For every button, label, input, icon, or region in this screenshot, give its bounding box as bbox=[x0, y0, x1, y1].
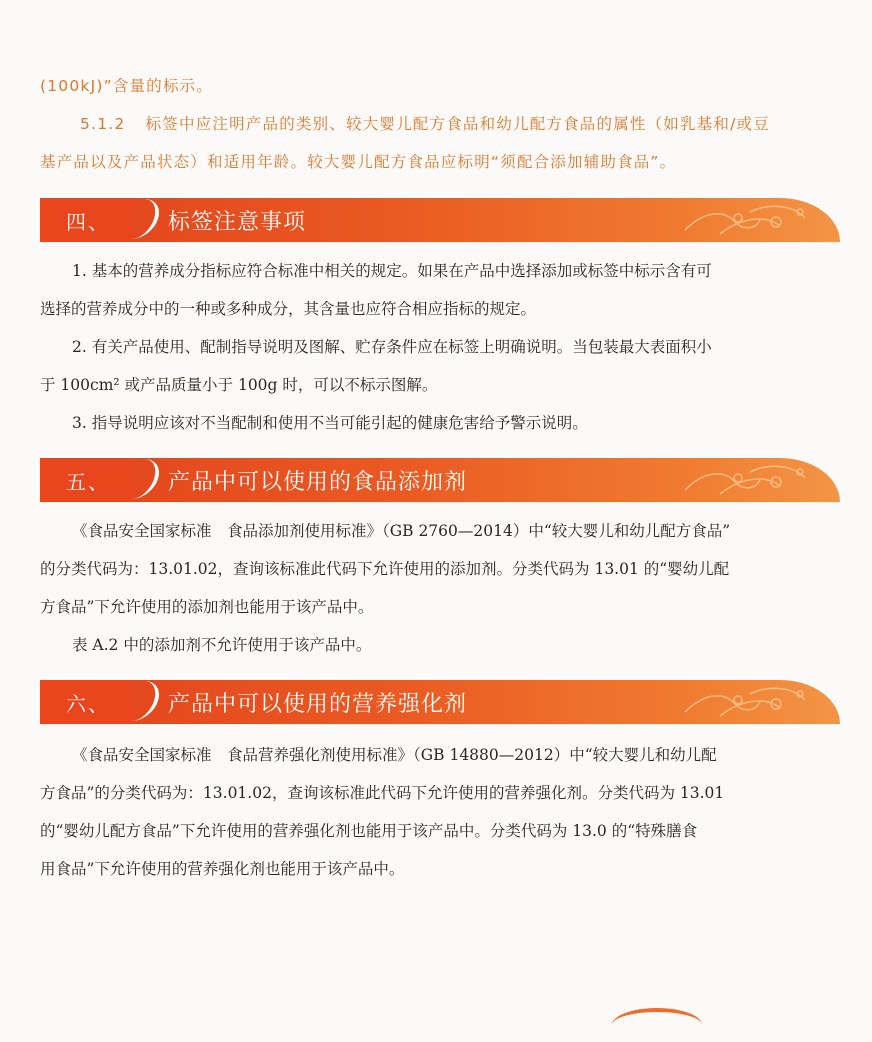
paragraph-line: 于 100cm² 或产品质量小于 100g 时，可以不标示图解。 bbox=[40, 376, 438, 394]
section-number: 五、 bbox=[66, 470, 110, 494]
paragraph-line: 选择的营养成分中的一种或多种成分，其含量也应符合相应指标的规定。 bbox=[40, 300, 537, 318]
page-corner-decoration bbox=[612, 1008, 702, 1042]
paragraph-line: 表 A.2 中的添加剂不允许使用于该产品中。 bbox=[72, 636, 372, 654]
floral-ornament-icon bbox=[680, 460, 830, 500]
paragraph-line: 3. 指导说明应该对不当配制和使用不当可能引起的健康危害给予警示说明。 bbox=[72, 414, 588, 432]
paragraph-line: 的“婴幼儿配方食品”下允许使用的营养强化剂也能用于该产品中。分类代码为 13.0 的“特殊膳食 bbox=[40, 822, 698, 840]
section-number: 四、 bbox=[66, 210, 110, 234]
section-title: 产品中可以使用的食品添加剂 bbox=[168, 470, 468, 495]
section-title: 标签注意事项 bbox=[168, 210, 307, 235]
paragraph-line: 方食品”下允许使用的添加剂也能用于该产品中。 bbox=[40, 598, 374, 616]
paragraph-line: 2. 有关产品使用、配制指导说明及图解、贮存条件应在标签上明确说明。当包装最大表面积小 bbox=[72, 338, 712, 356]
section-header-6 bbox=[40, 680, 840, 724]
section-header-4 bbox=[40, 198, 840, 242]
floral-ornament-icon bbox=[680, 682, 830, 722]
clause-5-1-2 bbox=[80, 112, 770, 134]
paragraph-line: 《食品安全国家标准 食品添加剂使用标准》（GB 2760—2014）中“较大婴儿和幼儿配方食品” bbox=[72, 522, 731, 540]
paragraph-line: 《食品安全国家标准 食品营养强化剂使用标准》（GB 14880—2012）中“较大婴儿和幼儿配 bbox=[72, 746, 717, 764]
clause-text-2: 基产品以及产品状态）和适用年龄。较大婴儿配方食品应标明“须配合添加辅助食品”。 bbox=[40, 153, 677, 171]
paragraph-line: 方食品”的分类代码为：13.01.02，查询该标准此代码下允许使用的营养强化剂。分类代码为 13.01 bbox=[40, 784, 725, 802]
section-6-body bbox=[40, 736, 840, 888]
paragraph-line: 1. 基本的营养成分指标应符合标准中相关的规定。如果在产品中选择添加或标签中标示含有可 bbox=[72, 262, 712, 280]
paragraph-line: 用食品”下允许使用的营养强化剂也能用于该产品中。 bbox=[40, 860, 405, 878]
section-4-body bbox=[40, 252, 840, 442]
intro-line-1: (100kJ)”含量的标示。 bbox=[40, 77, 214, 95]
section-number: 六、 bbox=[66, 692, 110, 716]
section-header-5 bbox=[40, 458, 840, 502]
section-5-body bbox=[40, 512, 840, 664]
clause-text-1: 标签中应注明产品的类别、较大婴儿配方食品和幼儿配方食品的属性（如乳基和/或豆 bbox=[145, 115, 770, 133]
floral-ornament-icon bbox=[680, 200, 830, 240]
paragraph-line: 的分类代码为：13.01.02，查询该标准此代码下允许使用的添加剂。分类代码为 13.01 的“婴幼儿配 bbox=[40, 560, 730, 578]
section-title: 产品中可以使用的营养强化剂 bbox=[168, 692, 468, 717]
clause-number: 5.1.2 bbox=[80, 115, 126, 133]
